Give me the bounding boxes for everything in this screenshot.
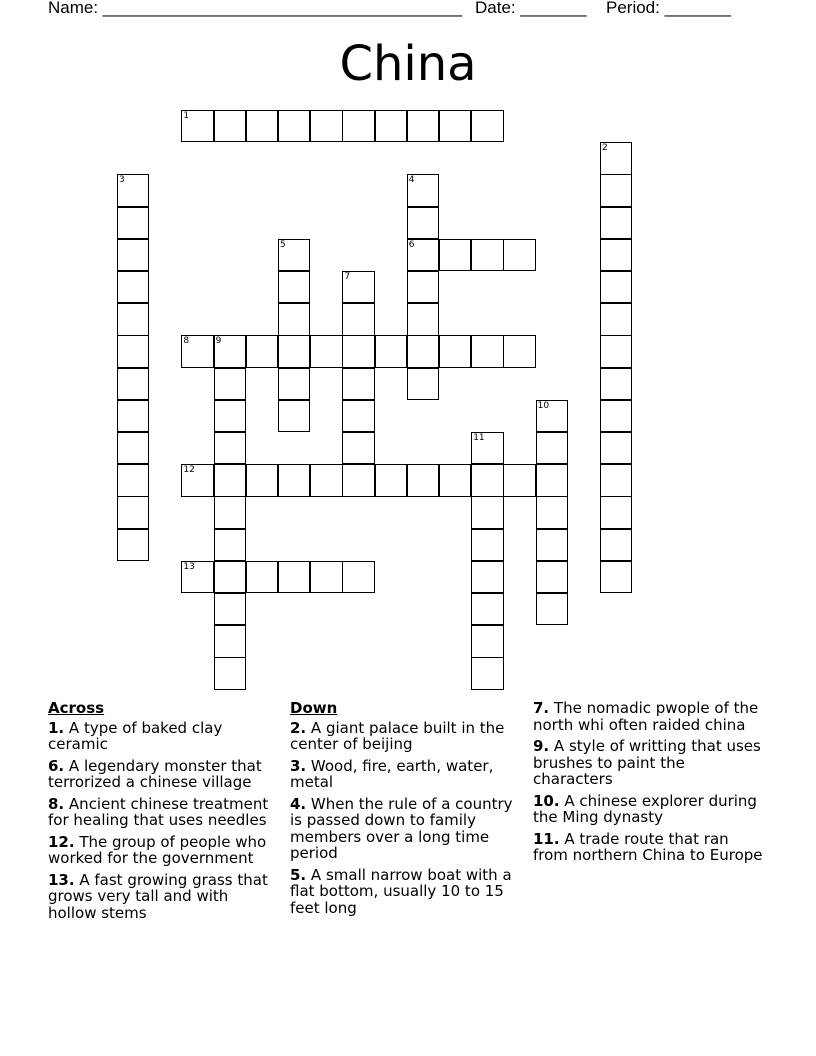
clue-number-label: 11. — [533, 829, 560, 848]
clue-item — [533, 700, 765, 733]
grid-cell[interactable] — [536, 496, 568, 528]
across-clues — [48, 700, 276, 926]
grid-cell[interactable] — [117, 303, 149, 335]
grid-cell[interactable] — [407, 207, 439, 239]
clue-text: A small narrow boat with a flat bottom, usually 10 to 15 feet long — [290, 865, 512, 917]
clue-item — [48, 872, 276, 922]
grid-cell[interactable] — [600, 271, 632, 303]
clue-text: The nomadic pwople of the north whi often raided china — [533, 699, 759, 734]
grid-cell[interactable] — [117, 529, 149, 561]
clue-number: 11 — [473, 433, 485, 443]
clue-number: 1 — [183, 111, 190, 121]
clue-text: A fast growing grass that grows very tall and with hollow stems — [48, 870, 268, 922]
clue-number: 7 — [344, 272, 351, 282]
clue-number-label: 5. — [290, 865, 307, 884]
grid-cell[interactable] — [503, 335, 535, 367]
grid-cell[interactable] — [407, 239, 439, 271]
grid-cell[interactable] — [246, 561, 278, 593]
clue-number-label: 3. — [290, 756, 307, 775]
grid-cell[interactable] — [600, 368, 632, 400]
grid-cell[interactable] — [536, 400, 568, 432]
clue-number: 5 — [280, 239, 286, 250]
grid-cell[interactable] — [246, 335, 278, 367]
clue-item — [48, 796, 276, 829]
clue-number-label: 4. — [290, 794, 307, 813]
grid-cell[interactable] — [600, 174, 632, 206]
grid-cell[interactable] — [117, 368, 149, 400]
clue-number: 6 — [408, 239, 415, 250]
clue-item — [290, 720, 526, 753]
grid-cell[interactable] — [278, 400, 310, 432]
down-clue-list-continued — [533, 700, 765, 864]
clue-number-label: 10. — [533, 791, 560, 810]
clue-item — [48, 758, 276, 791]
grid-cell[interactable] — [117, 432, 149, 464]
grid-cell[interactable] — [214, 335, 246, 367]
grid-cell[interactable] — [278, 561, 310, 593]
grid-cell[interactable] — [181, 110, 213, 142]
grid-cell[interactable] — [503, 464, 535, 496]
grid-cell[interactable] — [600, 464, 632, 496]
grid-cell[interactable] — [342, 110, 374, 142]
clue-number: 13 — [183, 561, 195, 572]
grid-cell[interactable] — [600, 496, 632, 528]
grid-cell[interactable] — [536, 464, 568, 496]
grid-cell[interactable] — [342, 400, 374, 432]
grid-cell[interactable] — [214, 593, 246, 625]
grid-cell[interactable] — [536, 432, 568, 464]
grid-cell[interactable] — [214, 496, 246, 528]
clue-item — [533, 831, 765, 864]
grid-cell[interactable] — [407, 335, 439, 367]
across-clue-list — [48, 720, 276, 922]
grid-cell[interactable] — [214, 432, 246, 464]
grid-cell[interactable] — [600, 303, 632, 335]
grid-cell[interactable] — [117, 207, 149, 239]
grid-cell[interactable] — [117, 335, 149, 367]
clue-number-label: 12. — [48, 832, 75, 851]
grid-cell[interactable] — [536, 529, 568, 561]
grid-cell[interactable] — [407, 174, 439, 206]
grid-cell[interactable] — [503, 239, 535, 271]
grid-cell[interactable] — [214, 561, 246, 593]
grid-cell[interactable] — [310, 335, 342, 367]
grid-cell[interactable] — [181, 464, 213, 496]
clue-number: 4 — [408, 175, 415, 186]
grid-cell[interactable] — [342, 368, 374, 400]
clue-number-label: 9. — [533, 737, 550, 755]
grid-cell[interactable] — [471, 239, 503, 271]
grid-cell[interactable] — [600, 142, 632, 174]
clue-text: When the rule of a country is passed down to family members over a long time period — [290, 794, 513, 862]
grid-cell[interactable] — [342, 335, 374, 367]
grid-cell[interactable] — [117, 400, 149, 432]
grid-cell[interactable] — [407, 303, 439, 335]
grid-cell[interactable] — [214, 110, 246, 142]
down-clue-list — [290, 720, 526, 917]
grid-cell[interactable] — [536, 593, 568, 625]
grid-cell[interactable] — [375, 335, 407, 367]
down-clues — [290, 700, 526, 921]
grid-cell[interactable] — [117, 239, 149, 271]
clue-number: 9 — [215, 336, 222, 347]
clue-text: Wood, fire, earth, water, metal — [290, 756, 494, 791]
puzzle-title: China — [339, 36, 477, 92]
grid-cell[interactable] — [471, 335, 503, 367]
grid-cell[interactable] — [278, 335, 310, 367]
grid-cell[interactable] — [471, 593, 503, 625]
grid-cell[interactable] — [600, 529, 632, 561]
clue-item — [48, 720, 276, 753]
grid-cell[interactable] — [439, 464, 471, 496]
grid-cell[interactable] — [600, 432, 632, 464]
clue-number-label: 1. — [48, 718, 65, 737]
grid-cell[interactable] — [214, 657, 246, 689]
clue-number-label: 2. — [290, 718, 307, 737]
clue-text: A legendary monster that terrorized a chinese village — [48, 756, 262, 791]
grid-cell[interactable] — [310, 561, 342, 593]
grid-cell[interactable] — [310, 110, 342, 142]
grid-cell[interactable] — [342, 561, 374, 593]
grid-cell[interactable] — [181, 561, 213, 593]
grid-cell[interactable] — [181, 335, 213, 367]
clue-text: A giant palace built in the center of beijing — [290, 718, 505, 753]
grid-cell[interactable] — [214, 625, 246, 657]
grid-cell[interactable] — [600, 207, 632, 239]
grid-cell[interactable] — [278, 464, 310, 496]
grid-cell[interactable] — [600, 335, 632, 367]
grid-cell[interactable] — [600, 400, 632, 432]
clue-text: A chinese explorer during the Ming dynasty — [533, 791, 757, 826]
grid-cell[interactable] — [310, 464, 342, 496]
grid-cell[interactable] — [214, 529, 246, 561]
grid-cell[interactable] — [407, 464, 439, 496]
clue-number: 3 — [119, 175, 125, 186]
grid-cell[interactable] — [439, 239, 471, 271]
clue-item — [290, 867, 526, 917]
grid-cell[interactable] — [471, 561, 503, 593]
grid-cell[interactable] — [278, 303, 310, 335]
clue-number-label: 13. — [48, 870, 75, 889]
clue-number-label: 6. — [48, 756, 65, 775]
grid-cell[interactable] — [536, 561, 568, 593]
grid-cell[interactable] — [214, 368, 246, 400]
clue-number: 2 — [602, 143, 608, 154]
grid-cell[interactable] — [246, 110, 278, 142]
clue-text: A style of writting that uses brushes to paint the characters — [533, 737, 761, 788]
clue-number-label: 8. — [48, 794, 65, 813]
period-field[interactable]: Period: _______ — [606, 0, 731, 17]
grid-cell[interactable] — [278, 271, 310, 303]
grid-cell[interactable] — [471, 432, 503, 464]
across-heading: Across — [48, 699, 105, 717]
date-field[interactable]: Date: _______ — [475, 0, 587, 17]
grid-cell[interactable] — [600, 561, 632, 593]
grid-cell[interactable] — [342, 303, 374, 335]
clue-text: A type of baked clay ceramic — [48, 718, 223, 753]
grid-cell[interactable] — [375, 110, 407, 142]
grid-cell[interactable] — [471, 464, 503, 496]
grid-cell[interactable] — [117, 464, 149, 496]
clue-number: 12 — [183, 465, 195, 476]
grid-cell[interactable] — [407, 110, 439, 142]
grid-cell[interactable] — [375, 464, 407, 496]
grid-cell[interactable] — [278, 239, 310, 271]
grid-cell[interactable] — [342, 271, 374, 303]
grid-cell[interactable] — [214, 464, 246, 496]
clue-text: A trade route that ran from northern China to Europe — [533, 829, 763, 864]
clue-number: 8 — [183, 336, 190, 347]
clue-item — [290, 758, 526, 791]
clue-item — [48, 834, 276, 867]
grid-cell[interactable] — [117, 174, 149, 206]
grid-cell[interactable] — [439, 110, 471, 142]
grid-cell[interactable] — [342, 432, 374, 464]
grid-cell[interactable] — [471, 529, 503, 561]
grid-cell[interactable] — [471, 625, 503, 657]
clue-item — [533, 738, 765, 788]
down-clues-continued — [533, 700, 765, 869]
grid-cell[interactable] — [407, 368, 439, 400]
grid-cell[interactable] — [278, 110, 310, 142]
grid-cell[interactable] — [471, 110, 503, 142]
grid-cell[interactable] — [471, 657, 503, 689]
grid-cell[interactable] — [117, 271, 149, 303]
grid-cell[interactable] — [117, 496, 149, 528]
clue-item — [533, 793, 765, 826]
grid-cell[interactable] — [278, 368, 310, 400]
grid-cell[interactable] — [471, 496, 503, 528]
clue-text: The group of people who worked for the government — [48, 832, 267, 867]
grid-cell[interactable] — [600, 239, 632, 271]
grid-cell[interactable] — [407, 271, 439, 303]
clue-number: 10 — [537, 400, 550, 411]
grid-cell[interactable] — [439, 335, 471, 367]
clue-text: Ancient chinese treatment for healing that uses needles — [48, 794, 269, 829]
down-heading: Down — [290, 699, 338, 717]
grid-cell[interactable] — [246, 464, 278, 496]
grid-cell[interactable] — [342, 464, 374, 496]
clue-item — [290, 796, 526, 862]
name-field[interactable]: Name: ______________________________________ — [48, 0, 463, 17]
grid-cell[interactable] — [214, 400, 246, 432]
clue-number-label: 7. — [533, 699, 550, 717]
